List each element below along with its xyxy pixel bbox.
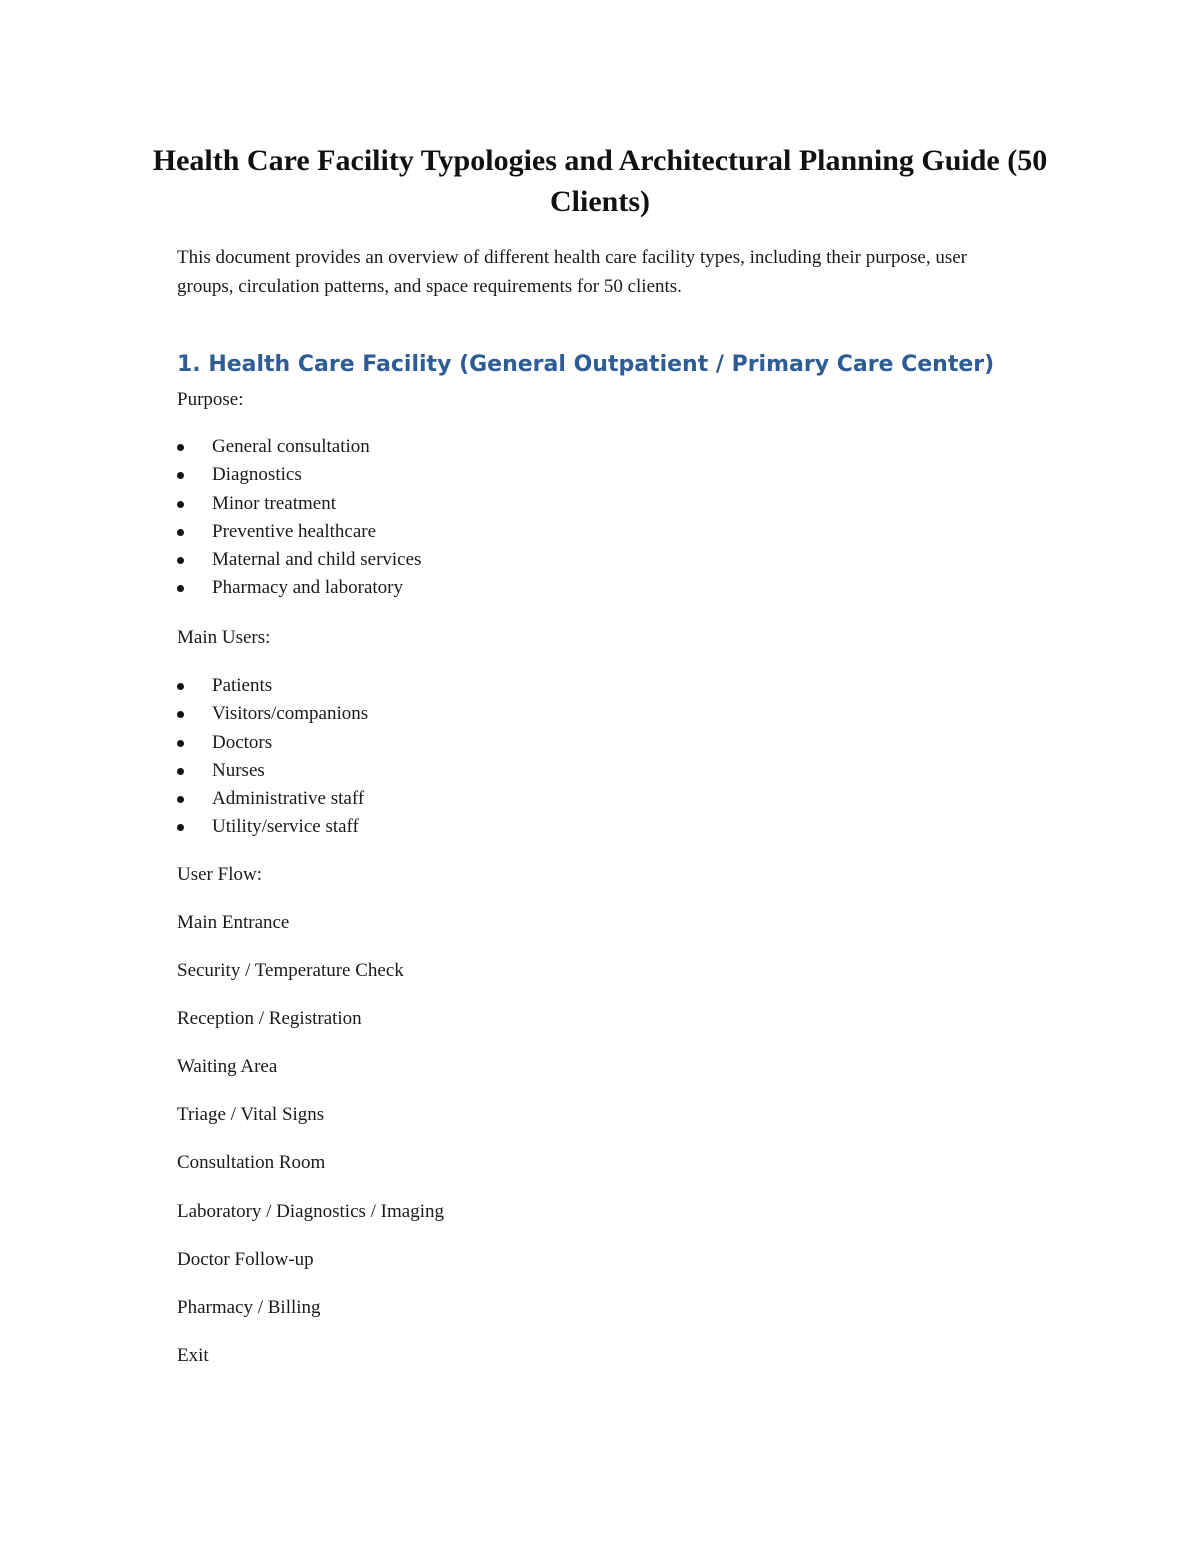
purpose-label: Purpose: <box>177 389 244 410</box>
list-item <box>177 701 368 729</box>
list-item-text: Utility/service staff <box>212 816 359 838</box>
list-item-text: General consultation <box>212 436 370 457</box>
users-list <box>177 673 368 843</box>
users-label: Main Users: <box>177 627 271 648</box>
bullet-icon <box>177 740 184 747</box>
list-item <box>177 786 368 814</box>
list-item-text: Visitors/companions <box>212 703 369 725</box>
purpose-list <box>177 434 421 604</box>
user-flow-list <box>177 910 444 1391</box>
list-item-text: Preventive healthcare <box>212 520 377 542</box>
list-item <box>177 491 421 519</box>
list-item <box>177 673 368 701</box>
bullet-icon <box>177 501 184 508</box>
bullet-icon <box>177 824 184 831</box>
bullet-icon <box>177 557 184 564</box>
list-item-text: Administrative staff <box>212 788 365 810</box>
list-item-text: Minor treatment <box>212 492 336 514</box>
flow-label: User Flow: <box>177 864 262 885</box>
list-item-text: Nurses <box>212 759 265 781</box>
section-heading: 1. Health Care Facility (General Outpatient / Primary Care Center) <box>177 352 995 377</box>
flow-step: Reception / Registration <box>177 1008 362 1030</box>
bullet-icon <box>177 472 184 479</box>
bullet-icon <box>177 711 184 718</box>
list-item-text: Diagnostics <box>212 464 302 486</box>
list-item <box>177 575 421 603</box>
list-item <box>177 730 368 758</box>
document-title: Health Care Facility Typologies and Architectural Planning Guide (50 Clients) <box>152 144 1048 218</box>
bullet-icon <box>177 444 184 451</box>
list-item-text: Pharmacy and laboratory <box>212 577 403 599</box>
bullet-icon <box>177 683 184 690</box>
flow-step: Waiting Area <box>177 1056 278 1078</box>
bullet-icon <box>177 585 184 592</box>
flow-step: Laboratory / Diagnostics / Imaging <box>177 1200 444 1222</box>
list-item-text: Maternal and child services <box>212 549 422 571</box>
flow-step: Main Entrance <box>177 912 290 933</box>
flow-step: Pharmacy / Billing <box>177 1296 321 1318</box>
list-item <box>177 814 368 842</box>
flow-step: Security / Temperature Check <box>177 960 404 982</box>
list-item-text: Patients <box>212 675 273 696</box>
flow-step: Triage / Vital Signs <box>177 1104 325 1126</box>
bullet-icon <box>177 529 184 536</box>
intro-paragraph: This document provides an overview of different health care facility types, including their purpose, user groups, circulation patterns, and space requirements for 50 clients. <box>177 247 968 297</box>
list-item <box>177 758 368 786</box>
flow-step: Exit <box>177 1344 209 1366</box>
list-item-text: Doctors <box>212 731 273 753</box>
list-item <box>177 434 421 462</box>
list-item <box>177 519 421 547</box>
list-item <box>177 462 421 490</box>
bullet-icon <box>177 796 184 803</box>
bullet-icon <box>177 768 184 775</box>
flow-step: Consultation Room <box>177 1152 326 1174</box>
list-item <box>177 547 421 575</box>
flow-step: Doctor Follow-up <box>177 1248 314 1270</box>
